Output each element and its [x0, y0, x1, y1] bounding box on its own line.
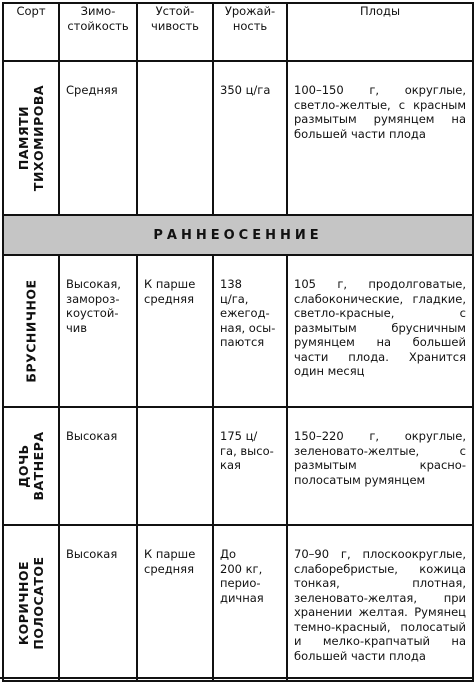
fruits-value: 150–220 г, округлые, зеленовато-желтые, с размытым красно-полосатым румянцем [294, 429, 466, 487]
resistance-value: К парше средняя [144, 547, 196, 576]
fruits-value: 105 г, продолговатые, слабоконические, гладкие, светло-красные, с размытым брусничным румянцем на большей части плода. Хранится один месяц [294, 277, 466, 378]
header-yield: Урожай- ность [213, 3, 287, 61]
variety-cell [3, 525, 59, 681]
table-row [3, 525, 473, 681]
variety-cell [3, 407, 59, 525]
resistance-value: К парше средняя [144, 277, 196, 306]
yield-value: До 200 кг, перио- дичная [220, 547, 264, 605]
yield-value: 350 ц/га [220, 83, 271, 97]
header-fruits: Плоды [287, 3, 473, 61]
table-row [3, 61, 473, 215]
yield-value: 175 ц/ га, высо- кая [220, 429, 274, 472]
yield-value: 138 ц/га, ежегод- ная, осы- паются [220, 277, 276, 349]
variety-name: ПАМЯТИ ТИХОМИРОВА [16, 84, 46, 192]
bottom-rule [0, 677, 474, 679]
fruits-cell [287, 255, 473, 407]
fruits-cell [287, 525, 473, 681]
yield-cell [213, 255, 287, 407]
winter-cell [59, 407, 137, 525]
winter-cell [59, 61, 137, 215]
resistance-cell [137, 525, 213, 681]
variety-name: ДОЧЬ ВАТНЕРА [16, 431, 46, 501]
winter-value: Средняя [66, 83, 118, 97]
resistance-cell [137, 61, 213, 215]
section-row [3, 215, 473, 255]
fruits-value: 70–90 г, плоскоокруглые, слаборебристые, кожица тонкая, плотная, зеленовато-желтая, при хранении желтая. Румянец темно-красный, полосатый и мелко-крапчатый на большей части плода [294, 547, 466, 663]
table-row [3, 255, 473, 407]
variety-name: БРУСНИЧНОЕ [23, 279, 39, 383]
winter-value: Высокая [66, 429, 118, 443]
fruits-cell [287, 61, 473, 215]
winter-cell [59, 255, 137, 407]
resistance-cell [137, 407, 213, 525]
winter-value: Высокая, замороз- коустой- чив [66, 277, 121, 335]
resistance-value [138, 408, 212, 433]
yield-cell [213, 61, 287, 215]
section-title: РАННЕОСЕННИЕ [3, 215, 473, 255]
winter-value: Высокая [66, 547, 118, 561]
header-row [3, 3, 473, 61]
winter-cell [59, 525, 137, 681]
header-winter-hardiness: Зимо- стойкость [59, 3, 137, 61]
variety-cell [3, 61, 59, 215]
variety-cell [3, 255, 59, 407]
fruits-cell [287, 407, 473, 525]
resistance-value [138, 62, 212, 87]
variety-name: КОРИЧНОЕ ПОЛОСАТОЕ [16, 556, 46, 650]
table-row [3, 407, 473, 525]
fruits-value: 100–150 г, округлые, светло-желтые, с красным размытым румянцем на большей части плода [294, 83, 466, 141]
header-resistance: Устой- чивость [137, 3, 213, 61]
header-variety: Сорт [3, 3, 59, 61]
resistance-cell [137, 255, 213, 407]
yield-cell [213, 407, 287, 525]
apple-varieties-table [2, 2, 474, 682]
yield-cell [213, 525, 287, 681]
